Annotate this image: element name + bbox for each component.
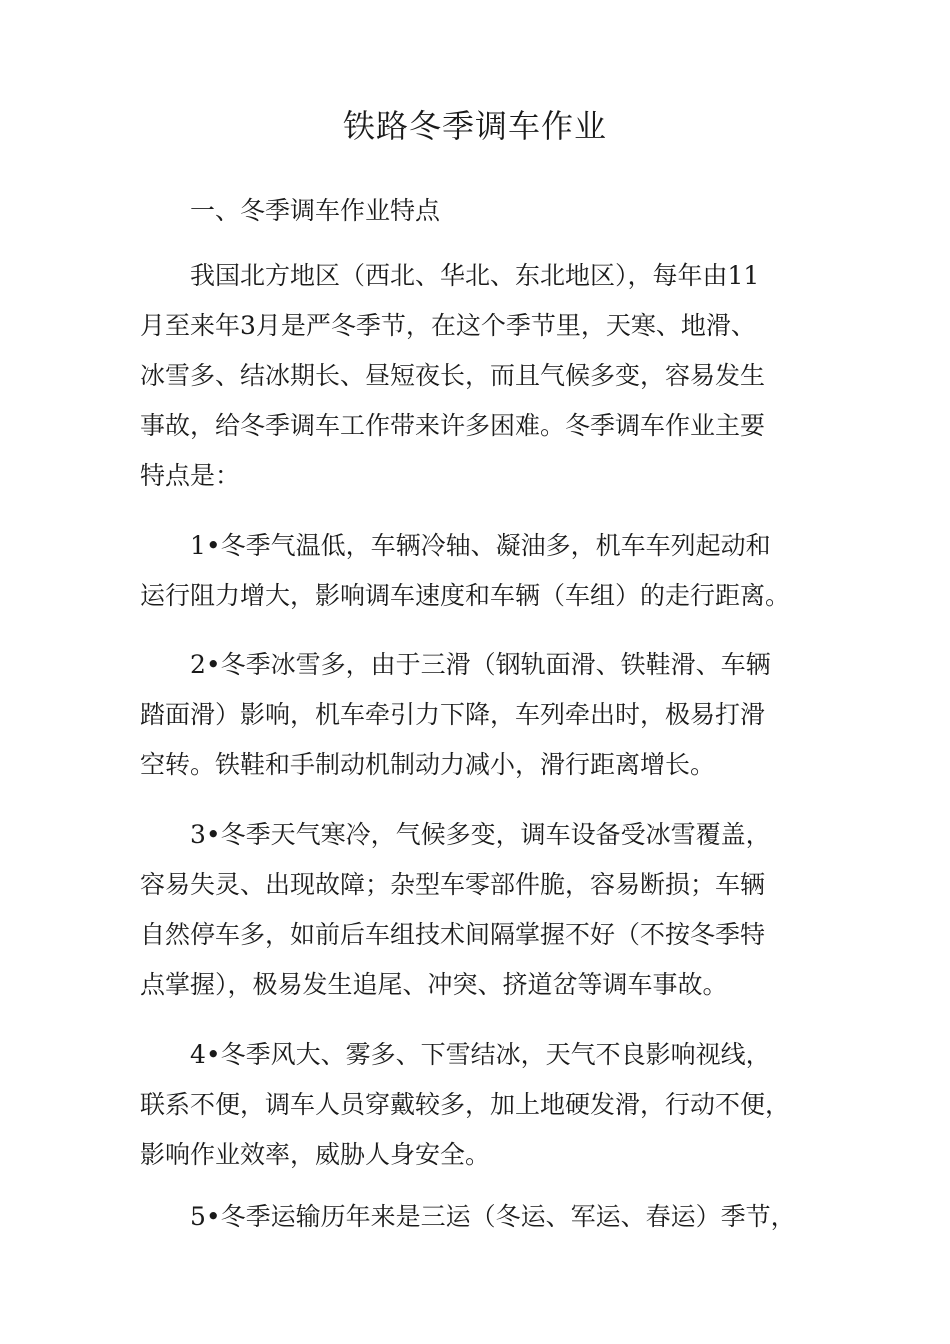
paragraph-line: 月至来年3月是严冬季节，在这个季节里，天寒、地滑、	[140, 311, 756, 340]
paragraph-line: 影响作业效率，威胁人身安全。	[140, 1140, 491, 1169]
paragraph-line: 点掌握），极易发生追尾、冲突、挤道岔等调车事故。	[140, 970, 728, 999]
paragraph-line: 5•冬季运输历年来是三运（冬运、军运、春运）季节，	[190, 1202, 796, 1231]
paragraph-line: 特点是：	[140, 461, 241, 490]
section-heading	[140, 186, 800, 236]
paragraph-line: 联系不便，调车人员穿戴较多，加上地硬发滑，行动不便，	[140, 1090, 791, 1119]
paragraph-line: 冰雪多、结冰期长、昼短夜长，而且气候多变，容易发生	[140, 361, 766, 390]
item-2-paragraph	[140, 640, 800, 790]
section-heading-text: 一、冬季调车作业特点	[190, 196, 441, 225]
paragraph-line: 事故，给冬季调车工作带来许多困难。冬季调车作业主要	[140, 411, 766, 440]
paragraph-line: 2•冬季冰雪多，由于三滑（钢轨面滑、铁鞋滑、车辆	[190, 650, 771, 679]
item-1-paragraph	[140, 521, 800, 621]
item-3-paragraph	[140, 810, 800, 1010]
paragraph-line: 自然停车多，如前后车组技术间隔掌握不好（不按冬季特	[140, 920, 766, 949]
paragraph-line: 我国北方地区（西北、华北、东北地区），每年由11	[190, 261, 760, 290]
paragraph-line: 空转。铁鞋和手制动机制动力减小，滑行距离增长。	[140, 750, 716, 779]
item-5-paragraph	[140, 1192, 800, 1242]
item-4-paragraph	[140, 1030, 800, 1180]
paragraph-line: 3•冬季天气寒冷，气候多变，调车设备受冰雪覆盖，	[190, 820, 771, 849]
intro-paragraph	[140, 251, 800, 501]
paragraph-line: 容易失灵、出现故障；杂型车零部件脆，容易断损；车辆	[140, 870, 766, 899]
paragraph-line: 运行阻力增大，影响调车速度和车辆（车组）的走行距离。	[140, 581, 791, 610]
paragraph-line: 踏面滑）影响，机车牵引力下降，车列牵出时，极易打滑	[140, 700, 766, 729]
paragraph-line: 4•冬季风大、雾多、下雪结冰，天气不良影响视线，	[190, 1040, 771, 1069]
document-title: 铁路冬季调车作业	[342, 107, 607, 145]
paragraph-line: 1•冬季气温低，车辆冷轴、凝油多，机车车列起动和	[190, 531, 771, 560]
